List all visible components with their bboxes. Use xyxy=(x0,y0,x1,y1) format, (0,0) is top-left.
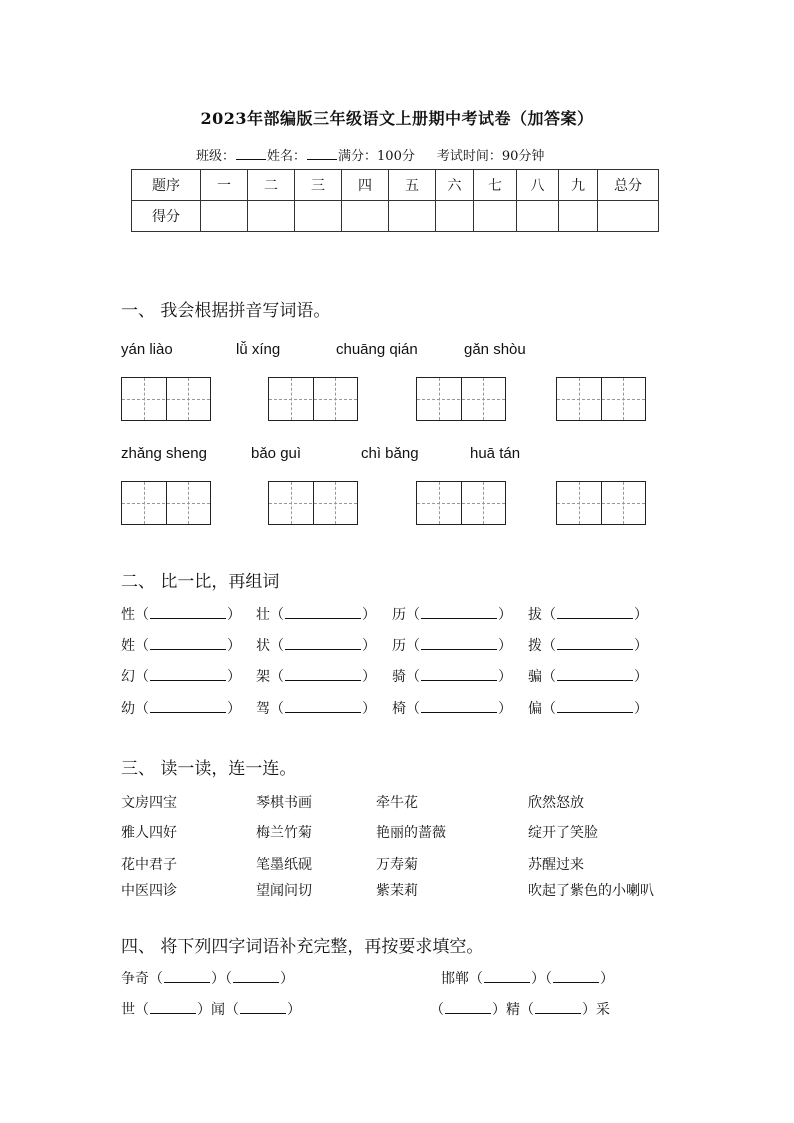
writing-grid[interactable] xyxy=(121,377,211,421)
section1-title: 一、 我会根据拼音写词语。 xyxy=(121,301,331,321)
student-info-line xyxy=(196,145,544,164)
idiom-fill-item: 世（ ）闻（ ） xyxy=(121,1002,301,1018)
section2-title: 二、 比一比，再组词 xyxy=(121,572,280,592)
page-title: 2023年部编版三年级语文上册期中考试卷（加答案） xyxy=(200,109,594,128)
idiom-fill-item: （ ）精（ ）采 xyxy=(430,1002,610,1018)
writing-grid[interactable] xyxy=(416,481,506,525)
match-word[interactable]: 文房四宝 xyxy=(121,795,177,811)
pinyin-label: huā tán xyxy=(470,445,521,462)
compare-item: 骑（ ） xyxy=(392,669,512,685)
match-word[interactable]: 绽开了笑脸 xyxy=(528,825,598,841)
name-label: 姓名： xyxy=(267,149,307,164)
idiom-blank[interactable] xyxy=(150,1000,196,1014)
score-header-cell: 题序 xyxy=(132,170,201,201)
compare-blank[interactable] xyxy=(557,636,633,650)
score-header-cell: 四 xyxy=(342,170,389,201)
score-cell[interactable] xyxy=(598,201,659,232)
score-cell[interactable] xyxy=(295,201,342,232)
compare-blank[interactable] xyxy=(150,636,226,650)
compare-blank[interactable] xyxy=(150,699,226,713)
idiom-part: 采 xyxy=(596,1002,610,1018)
idiom-blank[interactable] xyxy=(484,969,530,983)
score-cell[interactable] xyxy=(201,201,248,232)
pinyin-label: zhǎng sheng xyxy=(121,445,207,462)
match-word[interactable]: 牵牛花 xyxy=(376,795,418,811)
compare-item: 姓（ ） xyxy=(121,638,241,654)
full-score: 满分：100分 xyxy=(338,149,415,164)
score-header-cell: 三 xyxy=(295,170,342,201)
compare-char: 状 xyxy=(256,638,270,654)
score-header-cell: 总分 xyxy=(598,170,659,201)
compare-item: 偏（ ） xyxy=(528,701,648,717)
score-row-label: 得分 xyxy=(132,201,201,232)
match-word[interactable]: 紫茉莉 xyxy=(376,883,418,899)
compare-item: 性（ ） xyxy=(121,607,241,623)
compare-blank[interactable] xyxy=(557,605,633,619)
compare-char: 历 xyxy=(392,607,406,623)
pinyin-label: chì bǎng xyxy=(361,445,419,462)
compare-blank[interactable] xyxy=(421,605,497,619)
idiom-blank[interactable] xyxy=(445,1000,491,1014)
score-cell[interactable] xyxy=(517,201,559,232)
idiom-part: 精 xyxy=(506,1002,520,1018)
score-cell[interactable] xyxy=(342,201,389,232)
compare-blank[interactable] xyxy=(421,636,497,650)
name-blank[interactable] xyxy=(307,147,337,160)
compare-blank[interactable] xyxy=(285,605,361,619)
compare-char: 偏 xyxy=(528,701,542,717)
idiom-part: 世 xyxy=(121,1002,135,1018)
compare-char: 拨 xyxy=(528,638,542,654)
score-table-score-row xyxy=(132,201,659,232)
compare-char: 壮 xyxy=(256,607,270,623)
class-blank[interactable] xyxy=(236,147,266,160)
compare-char: 骑 xyxy=(392,669,406,685)
pinyin-label: chuāng qián xyxy=(336,341,418,358)
score-header-cell: 一 xyxy=(201,170,248,201)
match-word[interactable]: 欣然怒放 xyxy=(528,795,584,811)
compare-item: 幻（ ） xyxy=(121,669,241,685)
compare-blank[interactable] xyxy=(150,605,226,619)
score-header-cell: 七 xyxy=(474,170,517,201)
compare-char: 幻 xyxy=(121,669,135,685)
section3-title: 三、 读一读，连一连。 xyxy=(121,759,297,779)
compare-item: 历（ ） xyxy=(392,638,512,654)
match-word[interactable]: 万寿菊 xyxy=(376,857,418,873)
score-cell[interactable] xyxy=(248,201,295,232)
writing-grid[interactable] xyxy=(121,481,211,525)
score-header-cell: 九 xyxy=(559,170,598,201)
score-table xyxy=(131,169,659,232)
score-header-cell: 六 xyxy=(436,170,474,201)
match-word[interactable]: 苏醒过来 xyxy=(528,857,584,873)
writing-grid[interactable] xyxy=(556,377,646,421)
match-word[interactable]: 笔墨纸砚 xyxy=(256,857,312,873)
idiom-part: 争奇 xyxy=(121,971,149,987)
compare-char: 姓 xyxy=(121,638,135,654)
score-header-cell: 二 xyxy=(248,170,295,201)
compare-char: 幼 xyxy=(121,701,135,717)
compare-item: 历（ ） xyxy=(392,607,512,623)
exam-time: 考试时间：90分钟 xyxy=(436,149,545,164)
score-header-cell: 五 xyxy=(389,170,436,201)
compare-item: 拔（ ） xyxy=(528,607,648,623)
compare-blank[interactable] xyxy=(285,699,361,713)
compare-char: 拔 xyxy=(528,607,542,623)
match-word[interactable]: 琴棋书画 xyxy=(256,795,312,811)
compare-char: 性 xyxy=(121,607,135,623)
compare-item: 壮（ ） xyxy=(256,607,376,623)
idiom-part: 闻 xyxy=(211,1002,225,1018)
pinyin-label: yán liào xyxy=(121,341,173,358)
idiom-blank[interactable] xyxy=(535,1000,581,1014)
compare-blank[interactable] xyxy=(557,699,633,713)
score-cell[interactable] xyxy=(436,201,474,232)
compare-item: 架（ ） xyxy=(256,669,376,685)
idiom-blank[interactable] xyxy=(553,969,599,983)
writing-grid[interactable] xyxy=(268,481,358,525)
score-cell[interactable] xyxy=(474,201,517,232)
compare-blank[interactable] xyxy=(285,636,361,650)
compare-item: 椅（ ） xyxy=(392,701,512,717)
compare-item: 拨（ ） xyxy=(528,638,648,654)
compare-blank[interactable] xyxy=(421,667,497,681)
compare-item: 状（ ） xyxy=(256,638,376,654)
pinyin-label: lǚ xíng xyxy=(236,341,281,358)
compare-char: 驾 xyxy=(256,701,270,717)
writing-grid[interactable] xyxy=(268,377,358,421)
match-word[interactable]: 花中君子 xyxy=(121,857,177,873)
compare-item: 骗（ ） xyxy=(528,669,648,685)
score-cell[interactable] xyxy=(559,201,598,232)
idiom-part: 邯郸 xyxy=(441,971,469,987)
idiom-blank[interactable] xyxy=(164,969,210,983)
compare-blank[interactable] xyxy=(557,667,633,681)
compare-item: 幼（ ） xyxy=(121,701,241,717)
compare-char: 骗 xyxy=(528,669,542,685)
match-word[interactable]: 吹起了紫色的小喇叭 xyxy=(528,883,654,899)
match-word[interactable]: 艳丽的蔷薇 xyxy=(376,825,446,841)
compare-char: 椅 xyxy=(392,701,406,717)
compare-char: 架 xyxy=(256,669,270,685)
idiom-blank[interactable] xyxy=(240,1000,286,1014)
score-header-cell: 八 xyxy=(517,170,559,201)
compare-blank[interactable] xyxy=(421,699,497,713)
score-table-header-row xyxy=(132,170,659,201)
idiom-fill-item: 争奇（ ）（ ） xyxy=(121,971,294,987)
idiom-blank[interactable] xyxy=(233,969,279,983)
idiom-fill-item: 邯郸（ ）（ ） xyxy=(441,971,614,987)
compare-item: 驾（ ） xyxy=(256,701,376,717)
score-cell[interactable] xyxy=(389,201,436,232)
pinyin-label: bǎo guì xyxy=(251,445,302,462)
pinyin-label: gǎn shòu xyxy=(464,341,526,358)
match-word[interactable]: 望闻问切 xyxy=(256,883,312,899)
compare-blank[interactable] xyxy=(285,667,361,681)
match-word[interactable]: 中医四诊 xyxy=(121,883,177,899)
class-label: 班级： xyxy=(196,149,236,164)
writing-grid[interactable] xyxy=(556,481,646,525)
section4-title: 四、 将下列四字词语补充完整，再按要求填空。 xyxy=(121,937,484,957)
match-word[interactable]: 雅人四好 xyxy=(121,825,177,841)
match-word[interactable]: 梅兰竹菊 xyxy=(256,825,312,841)
writing-grid[interactable] xyxy=(416,377,506,421)
compare-char: 历 xyxy=(392,638,406,654)
compare-blank[interactable] xyxy=(150,667,226,681)
